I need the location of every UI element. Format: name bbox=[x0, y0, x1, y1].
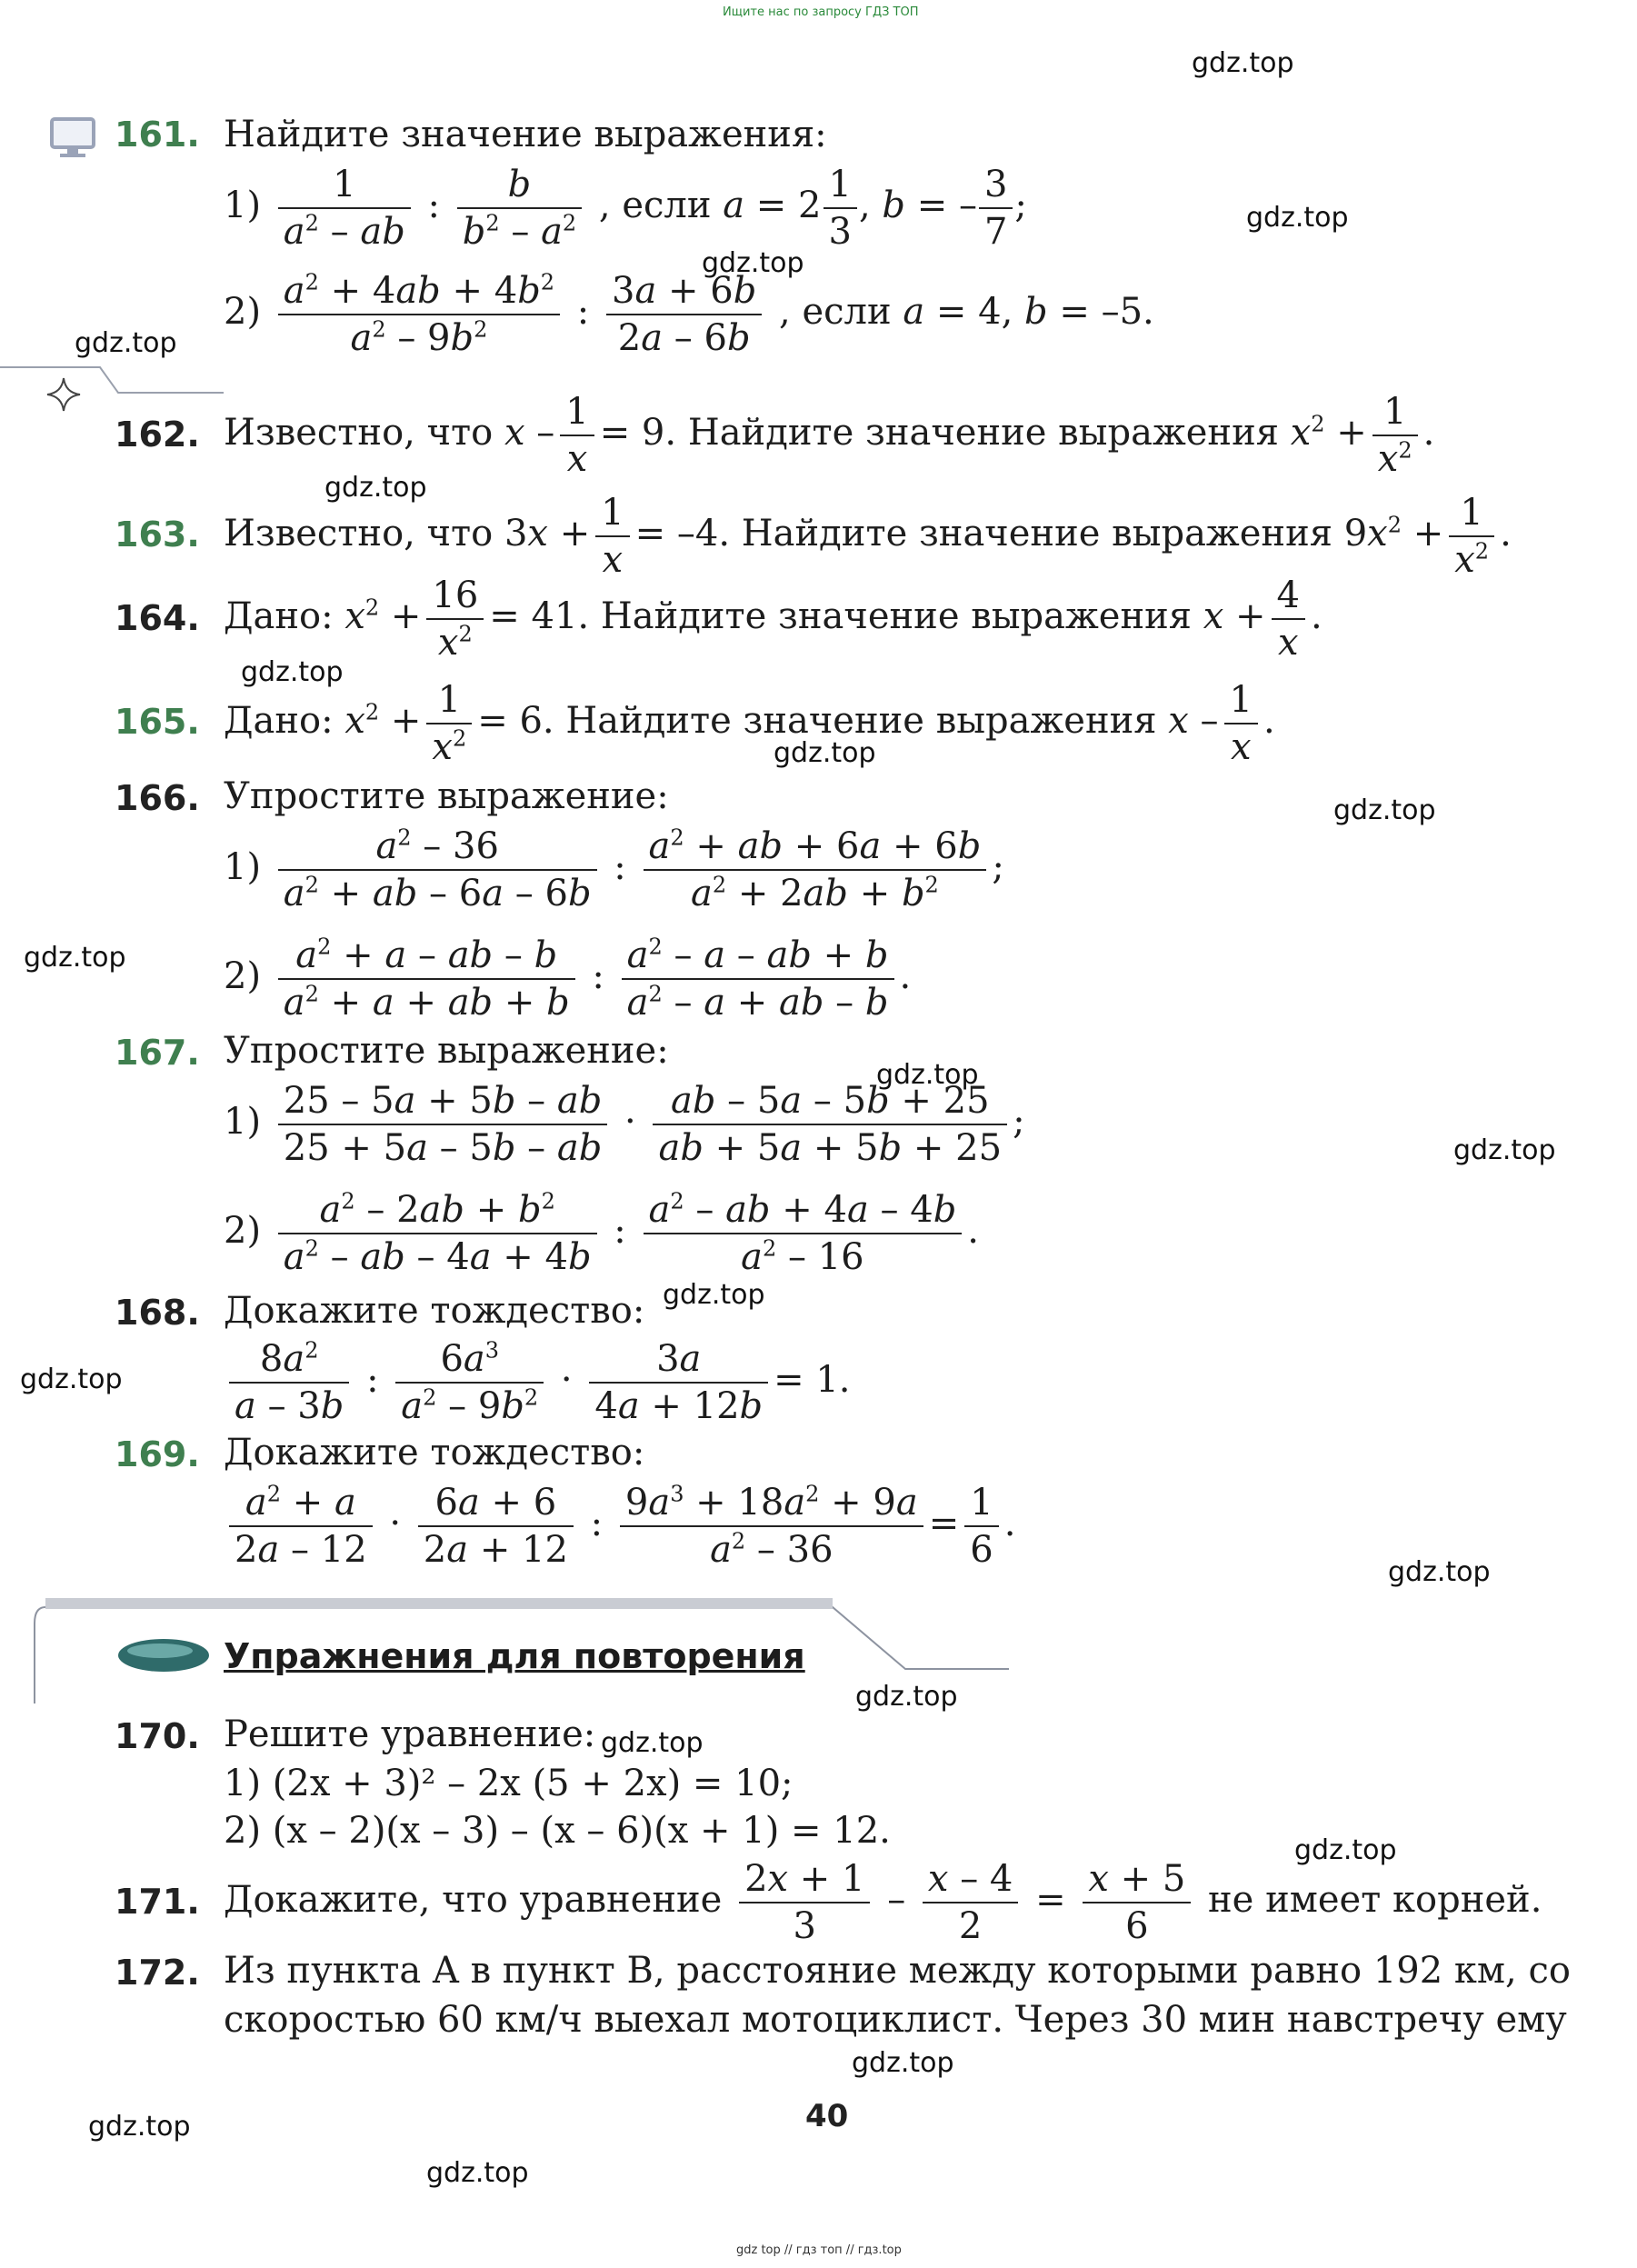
formula-163: Известно, что 3x + $\frac{1}{x}$ = –4. Найдите значение выражения $9x^2$ + $\frac{1}{x^2}$ . bbox=[224, 492, 1512, 581]
exercise-number: 165. bbox=[115, 702, 200, 742]
exercise-number: 170. bbox=[115, 1716, 200, 1756]
watermark: gdz.top bbox=[1192, 47, 1294, 79]
exercise-text: не имеет корней. bbox=[1208, 1879, 1542, 1921]
formula-171: Докажите, что уравнение $\frac{2x + 1}{3}$ – $\frac{x - 4}{2}$ = $\frac{x + 5}{6}$ не имеет корней. bbox=[224, 1858, 1542, 1947]
exercise-text: = 9. Найдите значение выражения bbox=[599, 412, 1279, 454]
formula-166-1: 1) $\frac{a^2 - 36}{a^2 + ab - 6a - 6b}$ : $\frac{a^2 + ab + 6a + 6b}{a^2 + 2ab + b^2}$ ; bbox=[224, 824, 1004, 914]
exercise-text: Докажите, что уравнение bbox=[224, 1879, 723, 1921]
formula-162: Известно, что x – $\frac{1}{x}$ = 9. Найдите значение выражения $x^2$ + $\frac{1}{x^2}$ . bbox=[224, 391, 1435, 480]
exercise-text: скоростью 60 км/ч выехал мотоциклист. Через 30 мин навстречу ему bbox=[224, 1999, 1567, 2041]
exercise-number: 164. bbox=[115, 598, 200, 638]
exercise-text: = 41. Найдите значение выражения bbox=[489, 595, 1193, 637]
exercise-number: 161. bbox=[115, 115, 200, 155]
formula-166-2: 2) $\frac{a^2 + a - ab - b}{a^2 + a + ab + b}$ : $\frac{a^2 - a - ab + b}{a^2 - a + ab - b}$ . bbox=[224, 934, 912, 1024]
watermark: gdz.top bbox=[88, 2111, 191, 2143]
section-pill-icon bbox=[116, 1636, 211, 1674]
exercise-number: 172. bbox=[115, 1953, 200, 1993]
exercise-item: 1) (2x + 3)² – 2x (5 + 2x) = 10; bbox=[224, 1763, 794, 1804]
watermark: gdz.top bbox=[774, 737, 876, 769]
exercise-number: 162. bbox=[115, 415, 200, 455]
formula-169: $\frac{a^2 + a}{2a - 12}$ · $\frac{6a + 6}{2a + 12}$ : $\frac{9a^3 + 18a^2 + 9a}{a^2 - 36}$ = $\frac{1}{6}$ . bbox=[224, 1480, 1015, 1573]
watermark: gdz.top bbox=[855, 1681, 958, 1713]
watermark: gdz.top bbox=[1388, 1556, 1491, 1588]
exercise-text: Дано: bbox=[224, 700, 334, 742]
formula-161-1: 1) $\frac{1}{a^2 - ab}$ : $\frac{b}{b^2 - a^2}$ , если a = 2 $\frac{1}{3}$ , b = – $\frac{3}{7}$ ; bbox=[224, 164, 1027, 253]
exercise-text: Найдите значение выражения: bbox=[224, 114, 827, 155]
formula-168: $\frac{8a^2}{a - 3b}$ : $\frac{6a^3}{a^2 - 9b^2}$ · $\frac{3a}{4a + 12b}$ = 1. bbox=[224, 1336, 851, 1429]
watermark: gdz.top bbox=[1246, 202, 1349, 234]
formula-167-2: 2) $\frac{a^2 - 2ab + b^2}{a^2 - ab - 4a + 4b}$ : $\frac{a^2 - ab + 4a - 4b}{a^2 - 16}$ . bbox=[224, 1188, 980, 1278]
watermark: gdz.top bbox=[24, 942, 126, 974]
exercise-number: 168. bbox=[115, 1293, 200, 1333]
exercise-number: 167. bbox=[115, 1033, 200, 1073]
exercise-number: 169. bbox=[115, 1434, 200, 1474]
exercise-number: 171. bbox=[115, 1882, 200, 1922]
exercise-text: Дано: bbox=[224, 595, 334, 637]
watermark: gdz.top bbox=[324, 472, 427, 504]
exercise-text: Известно, что bbox=[224, 412, 494, 454]
watermark: gdz.top bbox=[1333, 794, 1436, 826]
watermark: gdz.top bbox=[426, 2157, 529, 2189]
exercise-text: Упростите выражение: bbox=[224, 775, 669, 817]
formula-167-1: 1) $\frac{25 - 5a + 5b - ab}{25 + 5a - 5b - ab}$ · $\frac{ab - 5a - 5b + 25}{ab + 5a + 5b + 25}$ ; bbox=[224, 1080, 1025, 1169]
formula-164: Дано: $x^2$ + $\frac{16}{x^2}$ = 41. Найдите значение выражения x + $\frac{4}{x}$ . bbox=[224, 574, 1323, 664]
section-title: Упражнения для повторения bbox=[224, 1636, 805, 1676]
watermark: gdz.top bbox=[75, 327, 177, 359]
exercise-text: = –4. Найдите значение выражения bbox=[634, 513, 1333, 555]
exercise-number: 166. bbox=[115, 778, 200, 818]
watermark: gdz.top bbox=[876, 1059, 979, 1091]
watermark: gdz.top bbox=[601, 1727, 704, 1759]
top-banner: Ищите нас по запросу ГДЗ ТОП bbox=[723, 5, 919, 19]
watermark: gdz.top bbox=[241, 656, 344, 688]
exercise-text: Докажите тождество: bbox=[224, 1432, 645, 1474]
exercise-text: Решите уравнение: bbox=[224, 1713, 596, 1755]
formula-161-2: 2) $\frac{a^2 + 4ab + 4b^2}{a^2 - 9b^2}$ : $\frac{3a + 6b}{2a - 6b}$ , если a = 4, b = –5. bbox=[224, 269, 1154, 359]
word-esli: если bbox=[622, 185, 712, 226]
watermark: gdz.top bbox=[1294, 1834, 1397, 1866]
word-esli: если bbox=[802, 291, 892, 333]
divider-line bbox=[0, 356, 227, 407]
watermark: gdz.top bbox=[20, 1364, 123, 1395]
page-number: 40 bbox=[805, 2098, 849, 2134]
exercise-text: Из пункта A в пункт B, расстояние между которыми равно 192 км, со bbox=[224, 1950, 1571, 1992]
exercise-text: Известно, что bbox=[224, 513, 494, 555]
footer-text: gdz top // гдз топ // гдз.top bbox=[736, 2243, 902, 2257]
star-sparkle-icon bbox=[45, 376, 82, 413]
exercise-number: 163. bbox=[115, 515, 200, 555]
exercise-text: Упростите выражение: bbox=[224, 1030, 669, 1072]
watermark: gdz.top bbox=[852, 2047, 954, 2079]
exercise-text: = 6. Найдите значение выражения bbox=[477, 700, 1157, 742]
watermark: gdz.top bbox=[1453, 1134, 1556, 1166]
computer-monitor-icon bbox=[49, 116, 96, 160]
exercise-text: Докажите тождество: bbox=[224, 1290, 645, 1332]
exercise-item: 2) (x – 2)(x – 3) – (x – 6)(x + 1) = 12. bbox=[224, 1810, 891, 1852]
watermark: gdz.top bbox=[663, 1279, 765, 1311]
formula-165: Дано: $x^2$ + $\frac{1}{x^2}$ = 6. Найдите значение выражения x – $\frac{1}{x}$ . bbox=[224, 679, 1275, 768]
watermark: gdz.top bbox=[702, 247, 804, 279]
